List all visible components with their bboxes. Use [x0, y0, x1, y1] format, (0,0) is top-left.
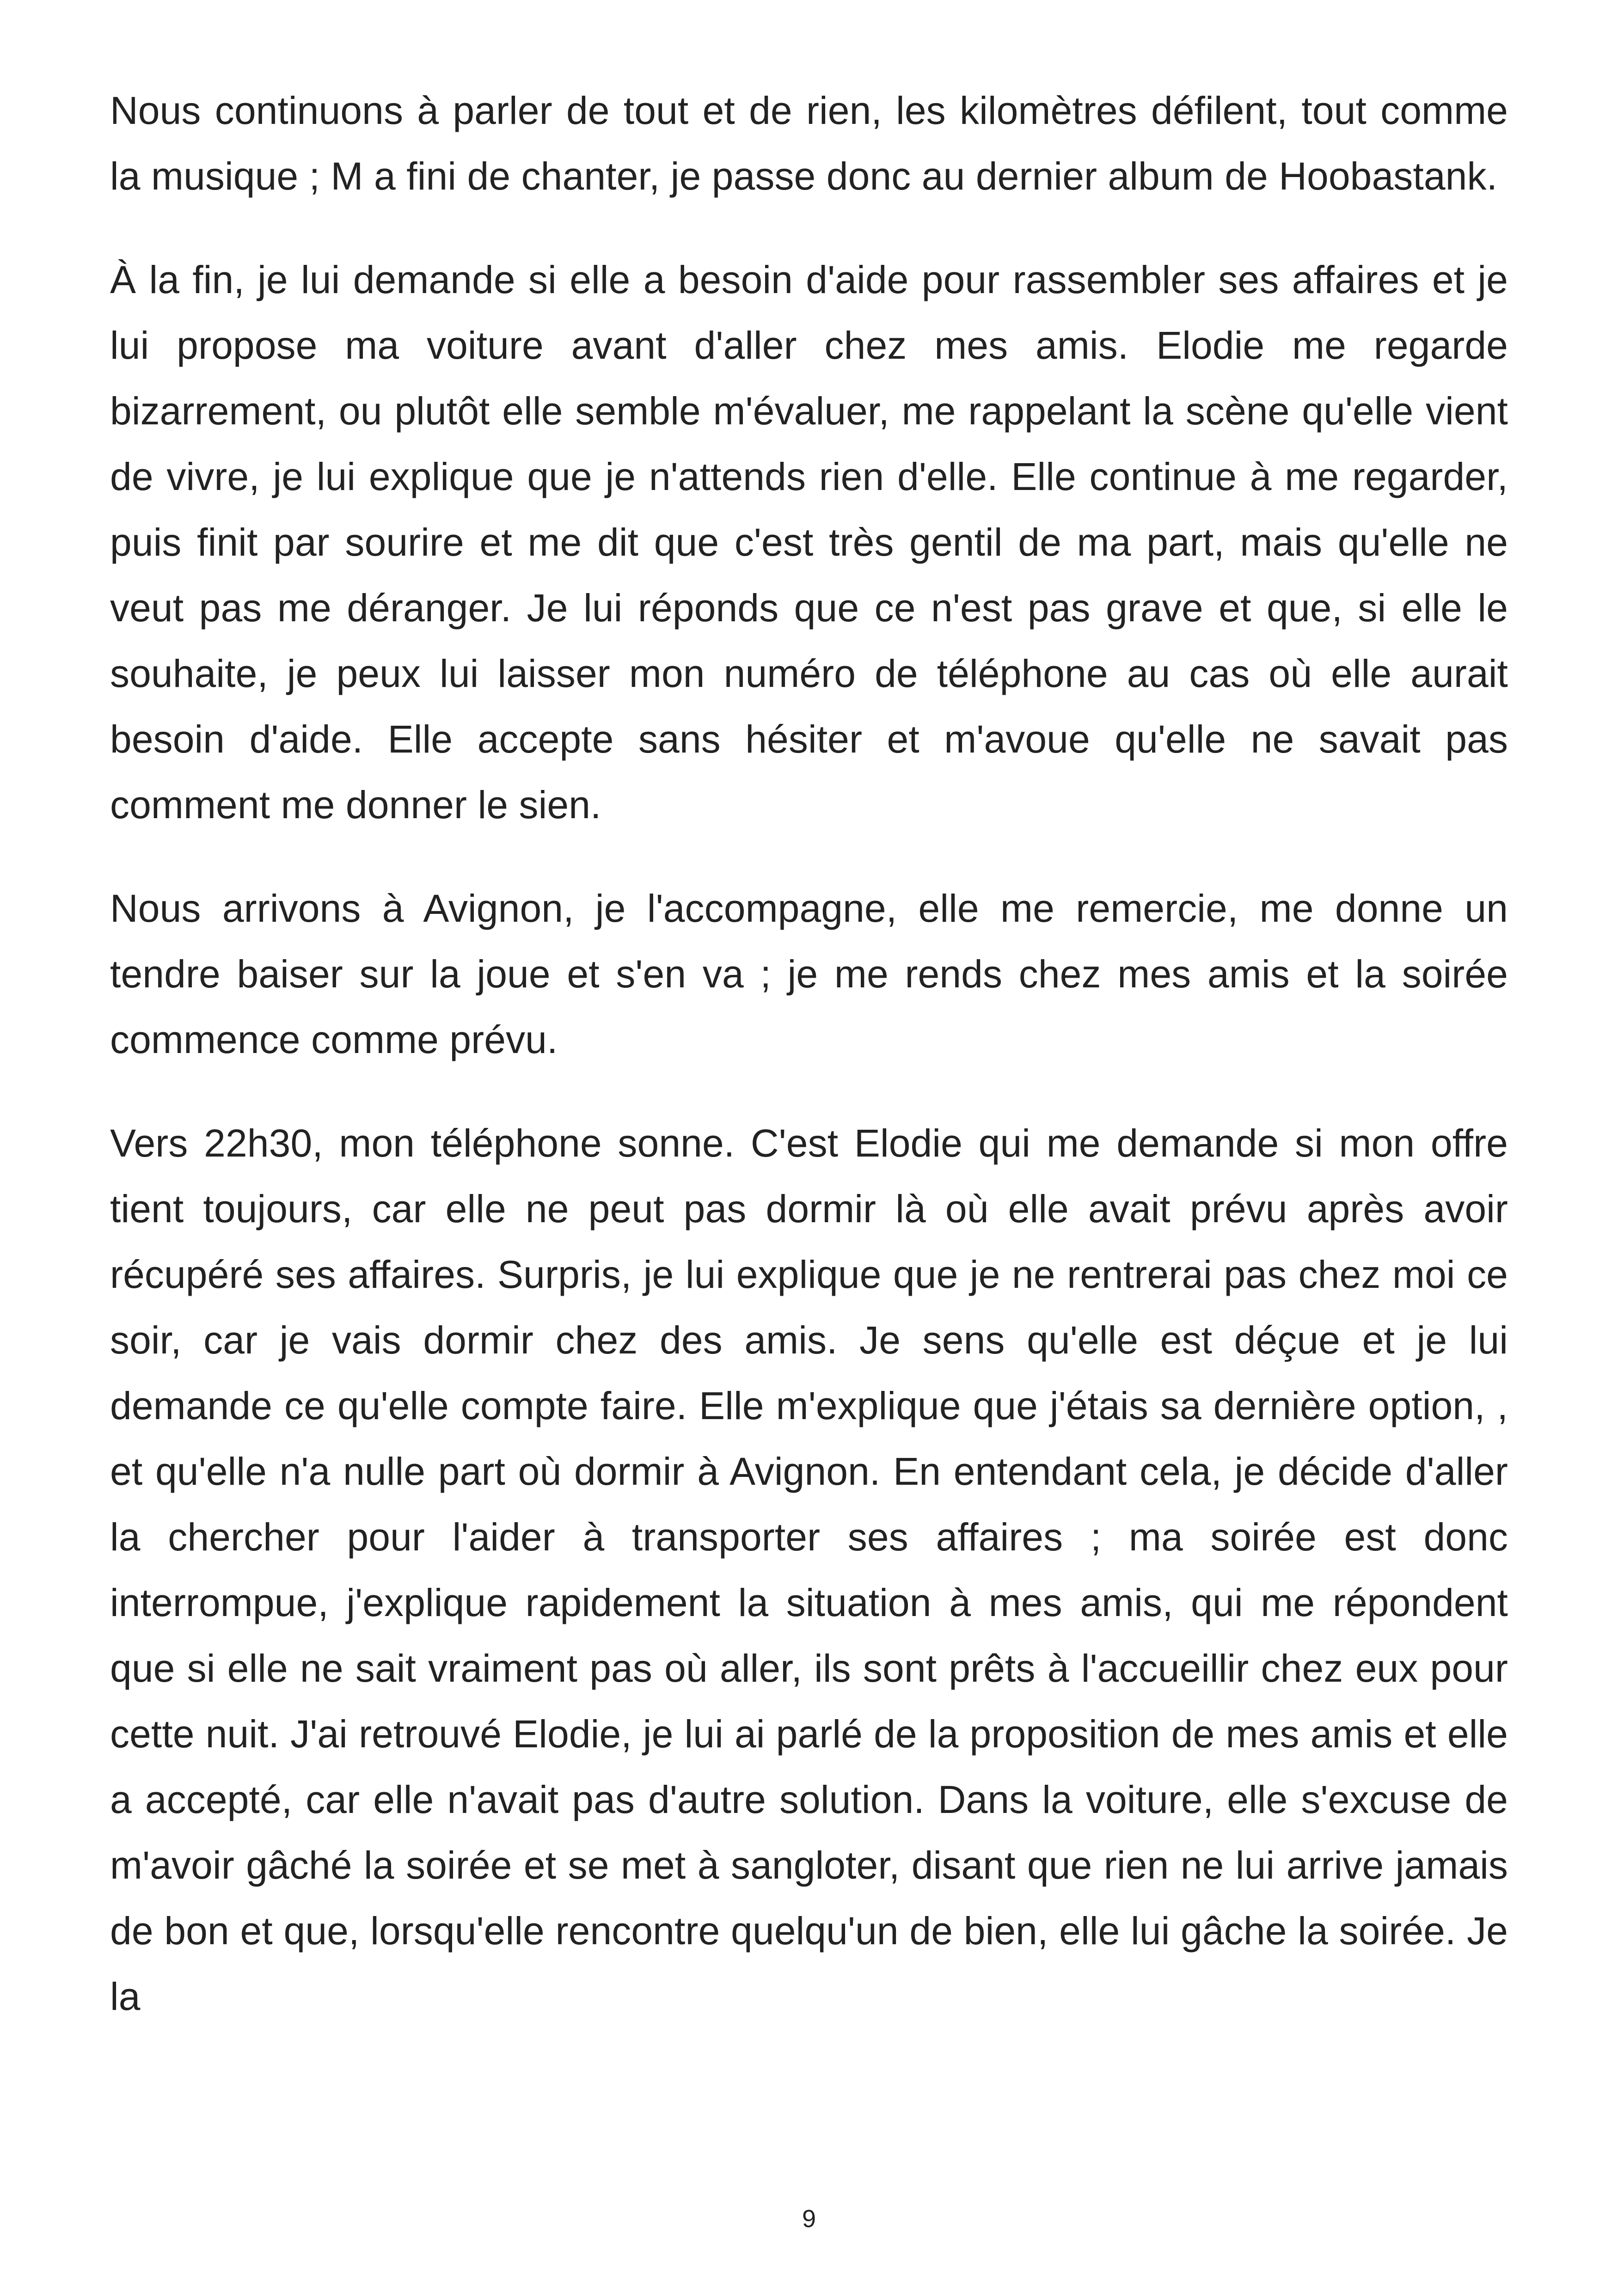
paragraph: Nous continuons à parler de tout et de rien, les kilomètres défilent, tout comme la musique ; M a fini de chanter, je passe donc au dernier album de Hoobastank. [110, 89, 1508, 198]
paragraph: À la fin, je lui demande si elle a besoin d'aide pour rassembler ses affaires et je lui propose ma voiture avant d'aller chez mes amis. Elodie me regarde bizarrement, ou plutôt elle semble m'évaluer, me rappelant la scène qu'elle vient de vivre, je lui explique que je n'attends rien d'elle. Elle continue à me regarder, puis finit par sourire et me dit que c'est très gentil de ma part, mais qu'elle ne veut pas me déranger. Je lui réponds que ce n'est pas grave et que, si elle le souhaite, je peux lui laisser mon numéro de téléphone au cas où elle aurait besoin d'aide. Elle accepte sans hésiter et m'avoue qu'elle ne savait pas comment me donner le sien. [110, 258, 1508, 827]
page-number: 9 [802, 2205, 816, 2233]
paragraph: Vers 22h30, mon téléphone sonne. C'est Elodie qui me demande si mon offre tient toujours, car elle ne peut pas dormir là où elle avait prévu après avoir récupéré ses affaires. Surpris, je lui explique que je ne rentrerai pas chez moi ce soir, car je vais dormir chez des amis. Je sens qu'elle est déçue et je lui demande ce qu'elle compte faire. Elle m'explique que j'étais sa dernière option, , et qu'elle n'a nulle part où dormir à Avignon. En entendant cela, je décide d'aller la chercher pour l'aider à transporter ses affaires ; ma soirée est donc interrompue, j'explique rapidement la situation à mes amis, qui me répondent que si elle ne sait vraiment pas où aller, ils sont prêts à l'accueillir chez eux pour cette nuit. J'ai retrouvé Elodie, je lui ai parlé de la proposition de mes amis et elle a accepté, car elle n'avait pas d'autre solution. Dans la voiture, elle s'excuse de m'avoir gâché la soirée et se met à sangloter, disant que rien ne lui arrive jamais de bon et que, lorsqu'elle rencontre quelqu'un de bien, elle lui gâche la soirée. Je la [110, 1121, 1508, 2018]
page-body [110, 78, 1508, 2067]
paragraph: Nous arrivons à Avignon, je l'accompagne, elle me remercie, me donne un tendre baiser sur la joue et s'en va ; je me rends chez mes amis et la soirée commence comme prévu. [110, 887, 1508, 1061]
